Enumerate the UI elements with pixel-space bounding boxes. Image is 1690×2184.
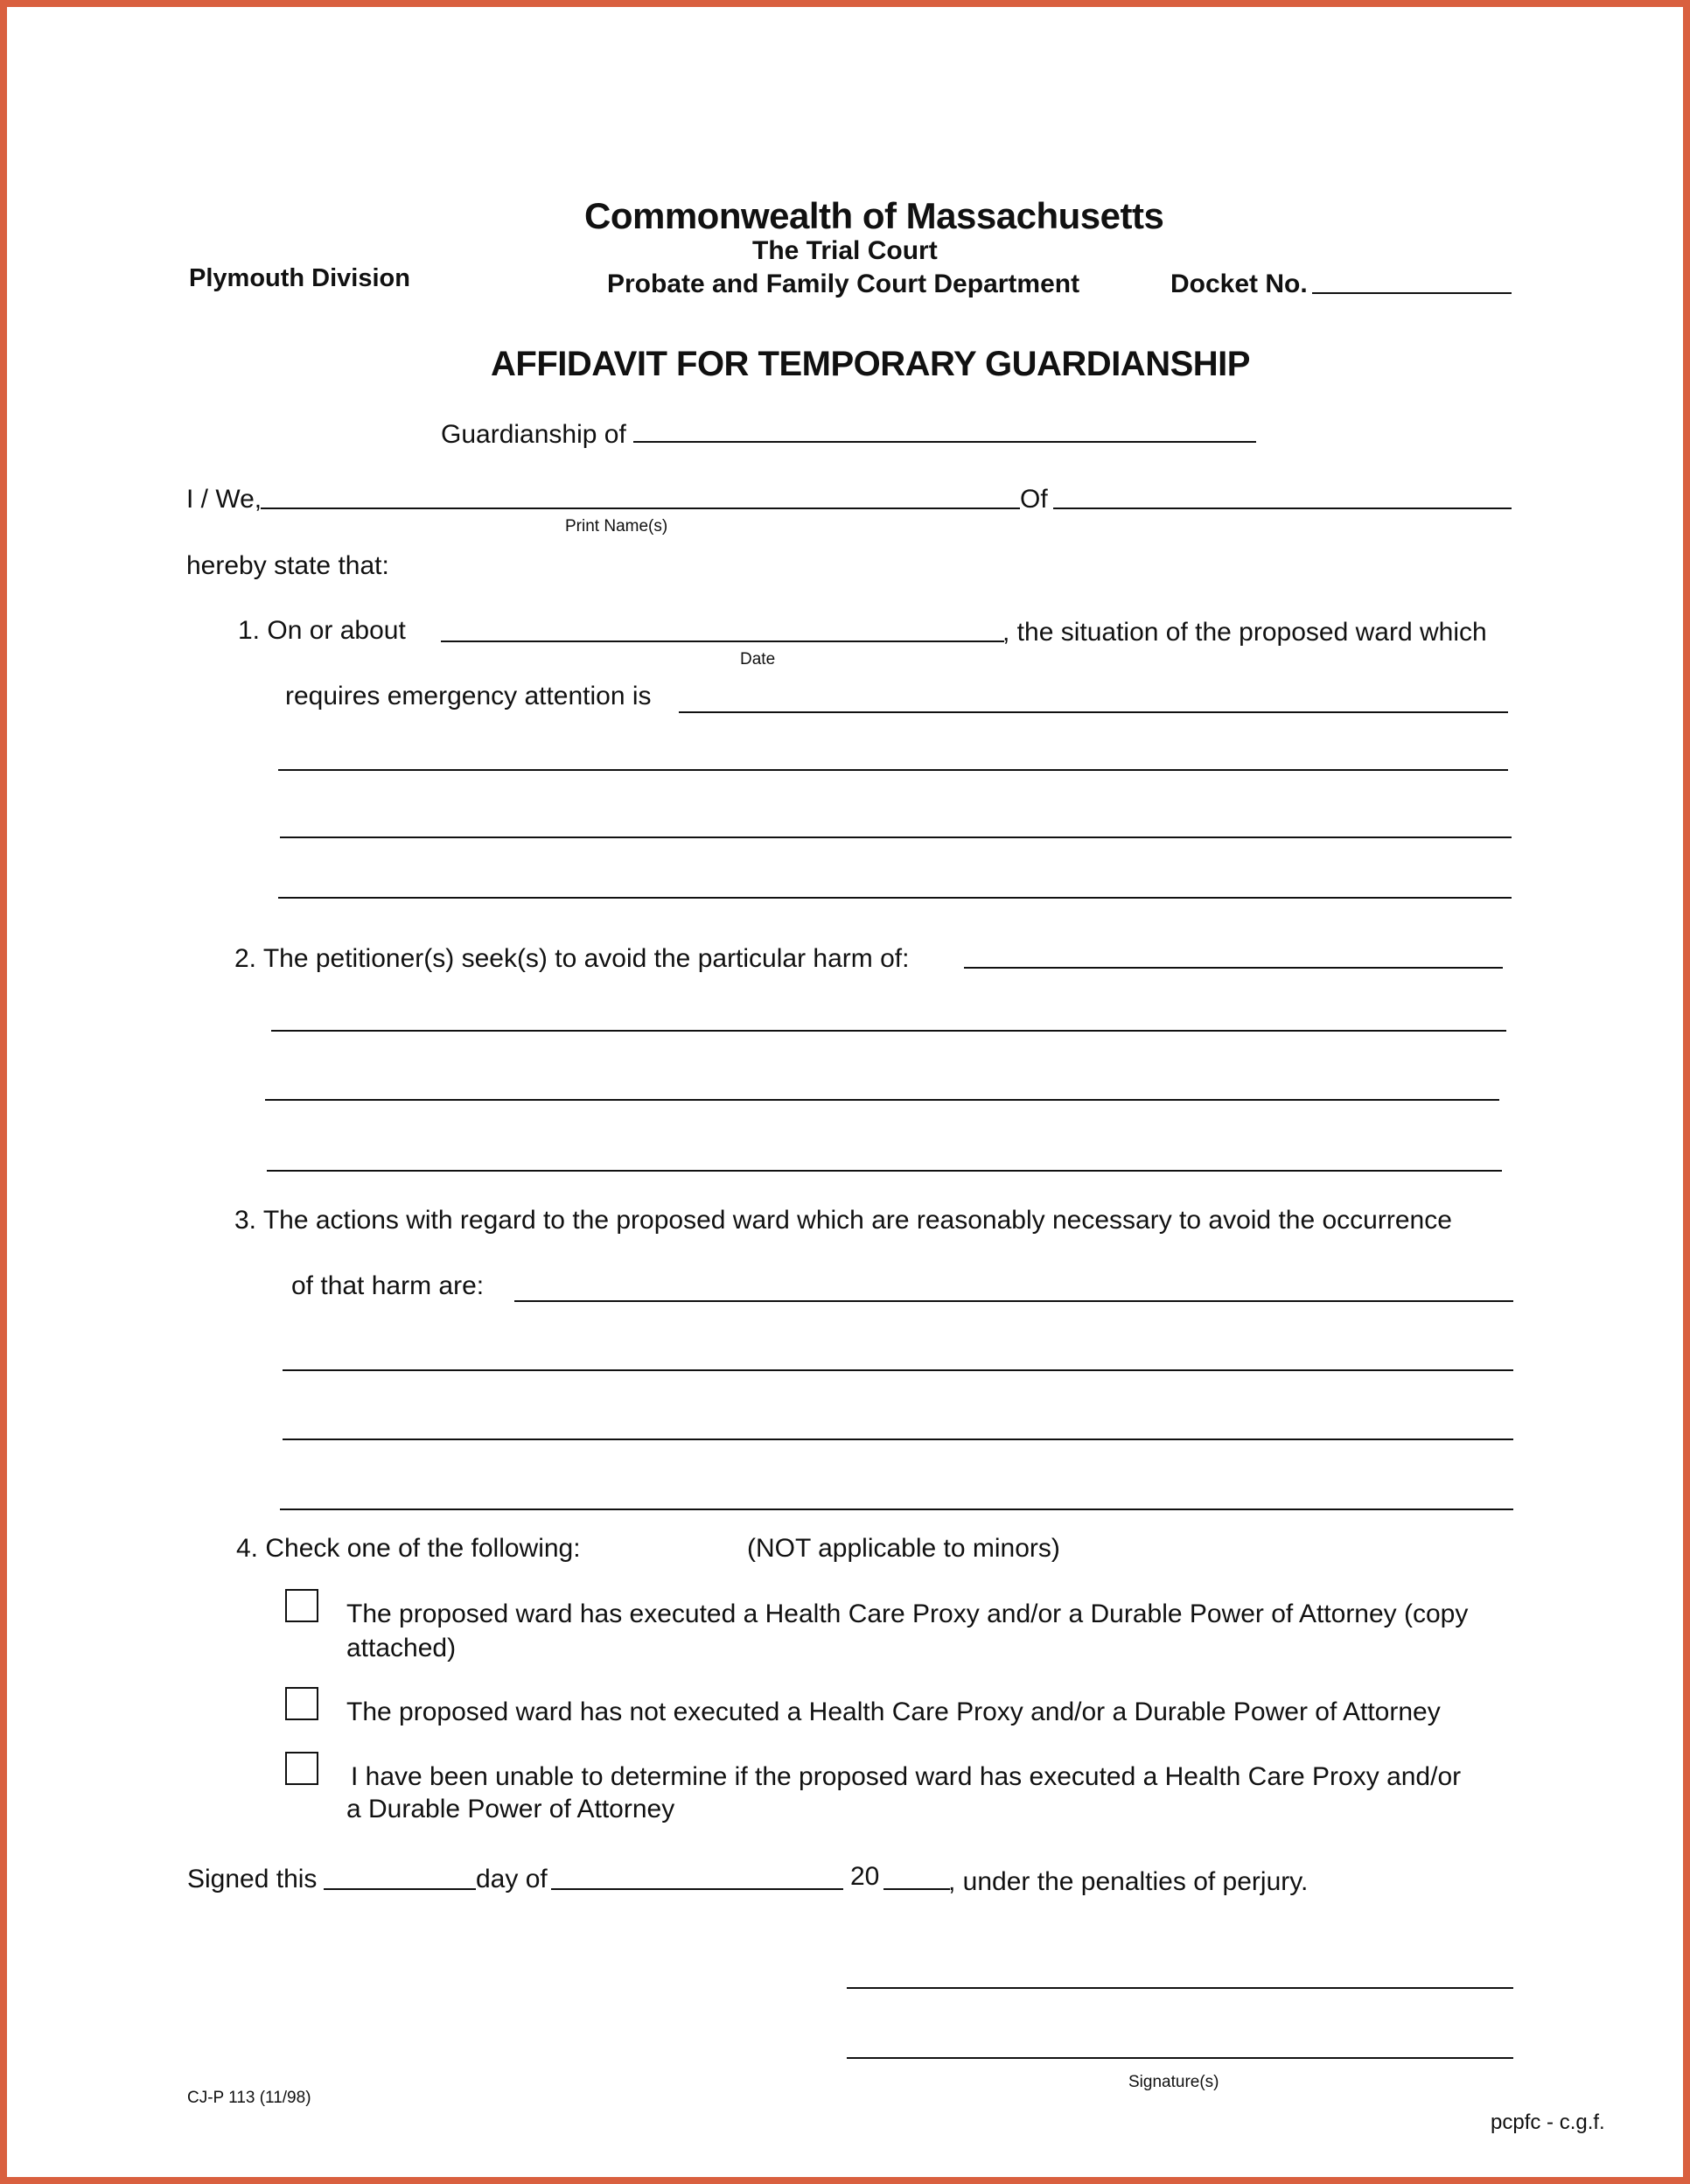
of-label: Of bbox=[1020, 485, 1048, 514]
item1-field-line-4[interactable] bbox=[278, 897, 1512, 899]
docket-number-field[interactable] bbox=[1312, 292, 1512, 294]
year-prefix: 20 bbox=[850, 1862, 880, 1891]
item2-field-line-3[interactable] bbox=[265, 1099, 1499, 1101]
item3-field-line-1[interactable] bbox=[514, 1300, 1513, 1302]
item2-text: 2. The petitioner(s) seek(s) to avoid the particular harm of: bbox=[234, 944, 910, 973]
signature-caption: Signature(s) bbox=[1128, 2073, 1219, 2091]
i-we-label: I / We, bbox=[186, 485, 262, 514]
option1-line2: attached) bbox=[346, 1634, 457, 1662]
option3-line2: a Durable Power of Attorney bbox=[346, 1795, 675, 1824]
form-code: CJ-P 113 (11/98) bbox=[187, 2089, 311, 2107]
guardianship-of-label: Guardianship of bbox=[441, 420, 626, 449]
affidavit-form-page bbox=[7, 7, 1683, 2177]
form-title: AFFIDAVIT FOR TEMPORARY GUARDIANSHIP bbox=[491, 345, 1250, 383]
item1-field-line-1[interactable] bbox=[679, 711, 1508, 713]
item4-text: 4. Check one of the following: bbox=[236, 1534, 581, 1563]
signed-month-field[interactable] bbox=[551, 1888, 843, 1890]
item3-field-line-4[interactable] bbox=[280, 1508, 1513, 1510]
docket-label: Docket No. bbox=[1170, 270, 1308, 298]
item1-line2: requires emergency attention is bbox=[285, 682, 652, 710]
signed-day-field[interactable] bbox=[324, 1888, 476, 1890]
signature-line-2[interactable] bbox=[847, 2057, 1513, 2059]
option2-checkbox[interactable] bbox=[285, 1687, 318, 1720]
date-caption: Date bbox=[740, 650, 776, 668]
item1-prefix: 1. On or about bbox=[238, 616, 406, 645]
department-heading: Probate and Family Court Department bbox=[607, 270, 1080, 298]
signed-this-label: Signed this bbox=[187, 1865, 318, 1894]
item2-field-line-2[interactable] bbox=[271, 1030, 1506, 1032]
item1-suffix: , the situation of the proposed ward which bbox=[1002, 618, 1487, 647]
item3-text: 3. The actions with regard to the proposed ward which are reasonably necessary to avoid the occurrence bbox=[234, 1206, 1452, 1235]
item1-field-line-2[interactable] bbox=[278, 769, 1508, 771]
item3-field-line-2[interactable] bbox=[283, 1369, 1513, 1371]
item3-line2: of that harm are: bbox=[291, 1271, 485, 1300]
trial-court-heading: The Trial Court bbox=[752, 236, 938, 265]
perjury-text: , under the penalties of perjury. bbox=[948, 1867, 1309, 1896]
signed-year-field[interactable] bbox=[883, 1888, 950, 1890]
item1-field-line-3[interactable] bbox=[280, 836, 1512, 838]
signature-line-1[interactable] bbox=[847, 1987, 1513, 1989]
print-name-caption: Print Name(s) bbox=[565, 517, 668, 536]
division-label: Plymouth Division bbox=[189, 264, 410, 292]
option3-checkbox[interactable] bbox=[285, 1752, 318, 1785]
option1-checkbox[interactable] bbox=[285, 1589, 318, 1622]
item2-field-line-1[interactable] bbox=[964, 967, 1503, 969]
guardianship-of-field[interactable] bbox=[633, 441, 1256, 443]
commonwealth-heading: Commonwealth of Massachusetts bbox=[584, 195, 1164, 236]
item1-date-field[interactable] bbox=[441, 640, 1004, 642]
hereby-statement: hereby state that: bbox=[186, 551, 389, 580]
of-address-field[interactable] bbox=[1053, 508, 1512, 509]
item2-field-line-4[interactable] bbox=[267, 1170, 1502, 1172]
item4-note: (NOT applicable to minors) bbox=[747, 1534, 1060, 1563]
footer-code: pcpfc - c.g.f. bbox=[1491, 2110, 1605, 2134]
day-of-label: day of bbox=[476, 1865, 548, 1894]
item3-field-line-3[interactable] bbox=[283, 1438, 1513, 1440]
option3-line1: I have been unable to determine if the proposed ward has executed a Health Care Proxy and/or bbox=[351, 1762, 1462, 1791]
option1-line1: The proposed ward has executed a Health Care Proxy and/or a Durable Power of Attorney (copy bbox=[346, 1600, 1469, 1628]
print-name-field[interactable] bbox=[261, 508, 1020, 509]
option2-line1: The proposed ward has not executed a Health Care Proxy and/or a Durable Power of Attorney bbox=[346, 1698, 1441, 1726]
